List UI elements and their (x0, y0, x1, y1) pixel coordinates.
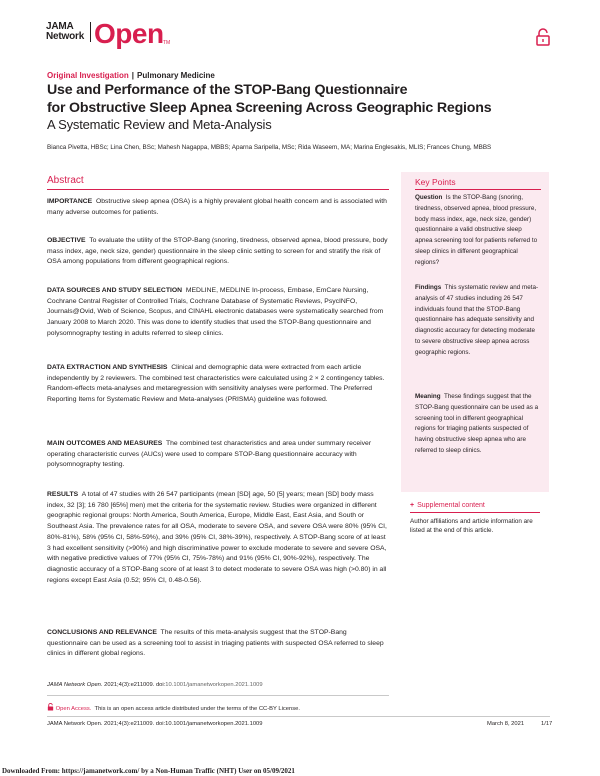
kicker-separator: | (131, 71, 135, 80)
logo-open: Open (94, 18, 164, 49)
citation-ref: 2021;4(3):e211009. doi: (104, 682, 166, 688)
key-point-label: Question (415, 194, 443, 201)
logo-divider (90, 22, 91, 42)
section-text: A total of 47 studies with 26 547 participants (mean [SD] age, 50 [5] years; mean [SD] body mass index, 32 [3]; 16 780 [65%] men) met the criteria for the systematic review. Studies were organized in different geographic regional groups: North America, South America, Europe, Middle East, East Asia, and South or Southeast Asia. The prevalence rates for all OSA, moderate to severe OSA, and severe OSA were 80% (95% CI, 80%-81%), 58% (95% CI, 58%-59%), and 39% (95% CI, 38%-39%), respectively. A STOP-Bang score of at least 3 had excellent sensitivity (>90%) and high discriminative power to exclude moderate to severe and severe OSA, with negative predictive values of 77% (95% CI, 75%-78%) and 91% (95% CI, 90%-92%), respectively. The diagnostic accuracy of a STOP-Bang score of at least 3 to detect moderate to severe OSA was high (>0.80) in all regions except East Asia (0.52; 95% CI, 0.48-0.56). (47, 491, 387, 584)
key-point-label: Meaning (415, 393, 441, 400)
key-point-text: Is the STOP-Bang (snoring, tiredness, observed apnea, blood pressure, body mass index, age, neck size, gender) questionnaire a valid obstructive sleep apnea screening tool for patients referred to sleep clinics in different geographical regions? (415, 194, 538, 266)
footer-rule (47, 716, 550, 717)
abstract-results (47, 490, 389, 586)
subsection-label[interactable]: Pulmonary Medicine (137, 71, 215, 80)
affiliations-note: Author affiliations and article information are listed at the end of this article. (410, 518, 533, 534)
section-label[interactable]: Original Investigation (47, 71, 129, 80)
open-access-icon (47, 703, 54, 711)
section-label: DATA EXTRACTION AND SYNTHESIS (47, 364, 168, 371)
citation-rule (47, 695, 389, 696)
abstract-heading: Abstract (47, 175, 84, 186)
supplemental-content-link[interactable] (410, 502, 485, 509)
supplemental-label: Supplemental content (417, 502, 485, 509)
plus-icon: + (410, 502, 415, 509)
section-label: DATA SOURCES AND STUDY SELECTION (47, 287, 183, 294)
logo-network: Network (46, 31, 85, 42)
supplemental-rule (410, 512, 540, 513)
open-access-label: Open Access. (55, 706, 92, 712)
key-point-label: Findings (415, 284, 442, 291)
abstract-objective (47, 236, 389, 268)
section-text: Clinical and demographic data were extracted from each article independently by 2 reviewers. The combined test characteristics were calculated using 2 × 2 contingency tables. Random-effects meta-analyses and metaregression with sensitivity analyses were performed. The Preferred Reporting Items for Systematic Review and Meta-analyses (PRISMA) guideline was followed. (47, 364, 385, 404)
abstract-outcomes (47, 439, 389, 471)
section-text: The results of this meta-analysis suggest that the STOP-Bang questionnaire can be used as a screening tool to assist in triaging patients with suspected OSA referred to sleep clinics in different global regions. (47, 629, 384, 658)
author-list: Bianca Pivetta, HBSc; Lina Chen, BSc; Mahesh Nagappa, MBBS; Aparna Saripella, MSc; Rida Waseem, MA; Marina Englesakis, MLIS; Frances Chung, MBBS (47, 144, 492, 151)
citation-line (47, 682, 263, 688)
section-text: Obstructive sleep apnea (OSA) is a highly prevalent global health concern and is associated with many adverse outcomes for patients. (47, 198, 387, 216)
article-kicker (47, 71, 215, 80)
article-title (47, 81, 491, 117)
abstract-data-extraction (47, 363, 389, 406)
open-access-text: This is an open access article distributed under the terms of the CC-BY License. (94, 706, 300, 712)
open-access-line (47, 703, 300, 712)
citation-doi-link[interactable]: 10.1001/jamanetworkopen.2021.1009 (165, 682, 263, 688)
section-text: To evaluate the utility of the STOP-Bang (snoring, tiredness, observed apnea, blood pressure, body mass index, age, neck size, gender) questionnaire in the sleep clinic setting to screen for and stratify the risk of OSA among populations from different geographical regions. (47, 237, 388, 266)
section-label: MAIN OUTCOMES AND MEASURES (47, 440, 163, 447)
footer-citation: JAMA Network Open. 2021;4(3):e211009. doi:10.1001/jamanetworkopen.2021.1009 (47, 721, 263, 727)
logo-jama: JAMA (46, 21, 74, 32)
key-point-text: These findings suggest that the STOP-Bang questionnaire can be used as a screening tool in different geographical regions for triaging patients suspected of having obstructive sleep apnea who are referred to sleep clinics. (415, 393, 539, 454)
section-label: RESULTS (47, 491, 79, 498)
section-text: MEDLINE, MEDLINE In-process, Embase, EmCare Nursing, Cochrane Central Register of Controlled Trials, Cochrane Database of Systematic Reviews, PsycINFO, Journals@Ovid, Web of Science, Scopus, and CINAHL electronic databases were systematically searched from January 2008 to March 2020. This was done to identify studies that used the STOP-Bang questionnaire and polysomnography testing in adults referred to sleep clinics. (47, 287, 384, 337)
abstract-rule (47, 189, 389, 190)
page-number: 1/17 (541, 721, 553, 727)
abstract-importance (47, 197, 389, 218)
citation-journal: JAMA Network Open. (47, 682, 103, 688)
title-line-2: for Obstructive Sleep Apnea Screening Across Geographic Regions (47, 100, 492, 116)
section-label: CONCLUSIONS AND RELEVANCE (47, 629, 157, 636)
section-label: OBJECTIVE (47, 237, 86, 244)
abstract-data-sources (47, 286, 389, 340)
section-text: The combined test characteristics and area under summary receiver operating characteristic curves (AUCs) were used to compare STOP-Bang questionnaire accuracy with polysomnography testing. (47, 440, 372, 469)
section-label: IMPORTANCE (47, 198, 93, 205)
logo-tm: TM (163, 40, 171, 46)
key-point-question (415, 193, 540, 269)
key-points-heading: Key Points (415, 177, 456, 187)
key-point-meaning (415, 392, 540, 457)
article-subtitle: A Systematic Review and Meta-Analysis (47, 117, 272, 132)
download-note: Downloaded From: https://jamanetwork.com/ by a Non-Human Traffic (NHT) User on 05/09/2021 (2, 767, 295, 775)
key-point-text: This systematic review and meta-analysis of 47 studies including 26 547 individuals found that the STOP-Bang questionnaire has adequate sensitivity and diagnostic accuracy for detecting moderate to severe obstructive sleep apnea across geographic regions. (415, 284, 539, 356)
abstract-conclusions (47, 628, 389, 660)
key-point-findings (415, 283, 540, 359)
key-points-rule (415, 189, 541, 190)
footer-date: March 8, 2021 (487, 721, 525, 727)
title-line-1: Use and Performance of the STOP-Bang Questionnaire (47, 82, 408, 98)
unlock-icon (536, 28, 550, 46)
